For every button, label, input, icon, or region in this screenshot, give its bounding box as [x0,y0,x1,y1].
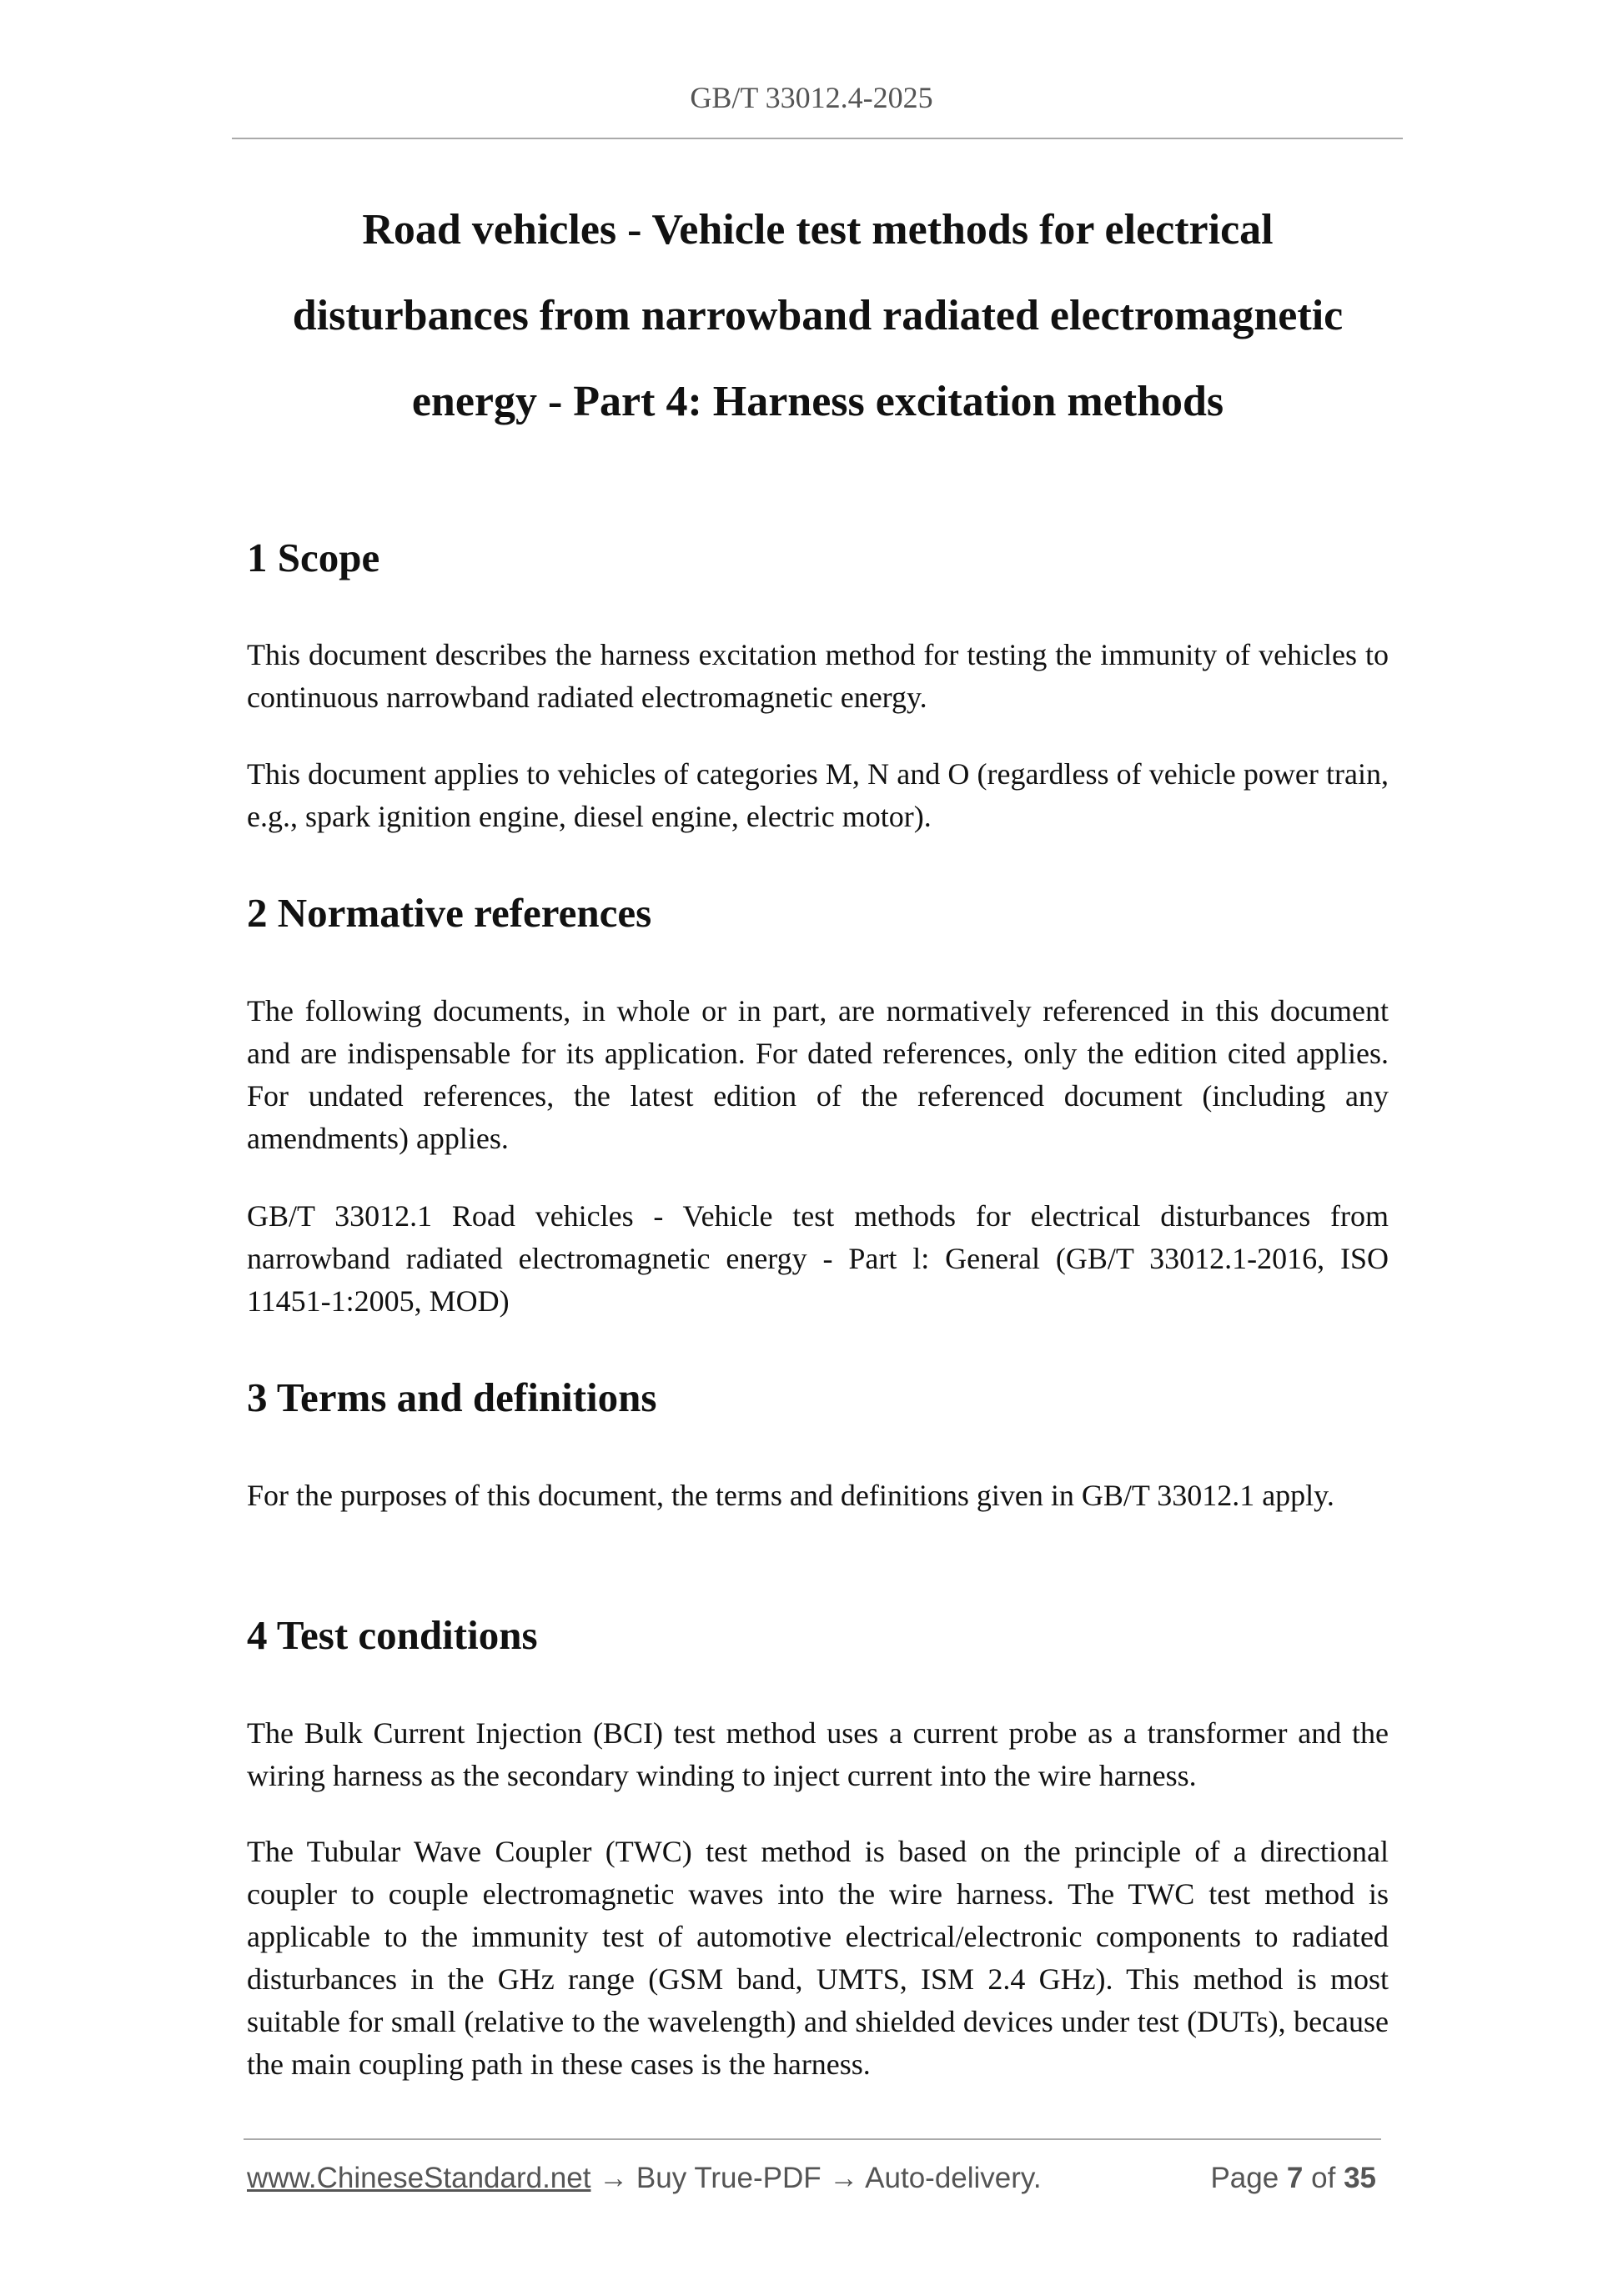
page-indicator [1210,2162,1376,2195]
page-total: 35 [1344,2162,1376,2194]
footer-divider [244,2138,1381,2140]
paragraph: The Tubular Wave Coupler (TWC) test method is based on the principle of a directional coupler to couple electromagnetic waves into the wire harness. The TWC test method is applicable to the immunity test of automotive electrical/electronic components to radiated disturbances in the GHz range (GSM band, UMTS, ISM 2.4 GHz). This method is most suitable for small (relative to the wavelength) and shielded devices under test (DUTs), because the main coupling path in these cases is the harness. [247,1835,1389,2081]
document-code-header: GB/T 33012.4-2025 [690,81,933,114]
paragraph: For the purposes of this document, the terms and definitions given in GB/T 33012.1 apply. [247,1479,1334,1512]
section-heading-terms: 3 Terms and definitions [247,1374,657,1420]
page-footer [247,2162,1376,2195]
website-link[interactable]: www.ChineseStandard.net [247,2162,591,2194]
title-line: Road vehicles - Vehicle test methods for electrical [362,206,1274,254]
paragraph: This document applies to vehicles of categories M, N and O (regardless of vehicle power train, e.g., spark ignition engine, diesel engine, electric motor). [247,757,1389,833]
section-heading-normative-references: 2 Normative references [247,890,652,936]
document-title [247,187,1389,445]
title-line: disturbances from narrowband radiated electromagnetic [292,292,1344,339]
section-heading-test-conditions: 4 Test conditions [247,1612,538,1658]
title-line: energy - Part 4: Harness excitation methods [411,378,1224,425]
paragraph: This document describes the harness excitation method for testing the immunity of vehicles to continuous narrowband radiated electromagnetic energy. [247,638,1389,714]
paragraph: The Bulk Current Injection (BCI) test method uses a current probe as a transformer and the wiring harness as the secondary winding to inject current into the wire harness. [247,1716,1389,1792]
footer-promo [247,2162,1042,2195]
reference-entry: GB/T 33012.1 Road vehicles - Vehicle test methods for electrical disturbances from narrowband radiated electromagnetic energy - Part l: General (GB/T 33012.1-2016, ISO 11451-1:2005, MOD) [247,1199,1389,1318]
page-number: 7 [1286,2162,1304,2194]
header-divider [232,138,1403,139]
page-label: Page [1210,2162,1279,2194]
paragraph: The following documents, in whole or in part, are normatively referenced in this document and are indispensable for its application. For dated references, only the edition cited applies. For undated references, the latest edition of the referenced document (including any amendments) applies. [247,994,1389,1155]
promo-text: → Buy True-PDF → Auto-delivery. [590,2162,1042,2194]
section-heading-scope: 1 Scope [247,535,380,580]
of-label: of [1311,2162,1336,2194]
